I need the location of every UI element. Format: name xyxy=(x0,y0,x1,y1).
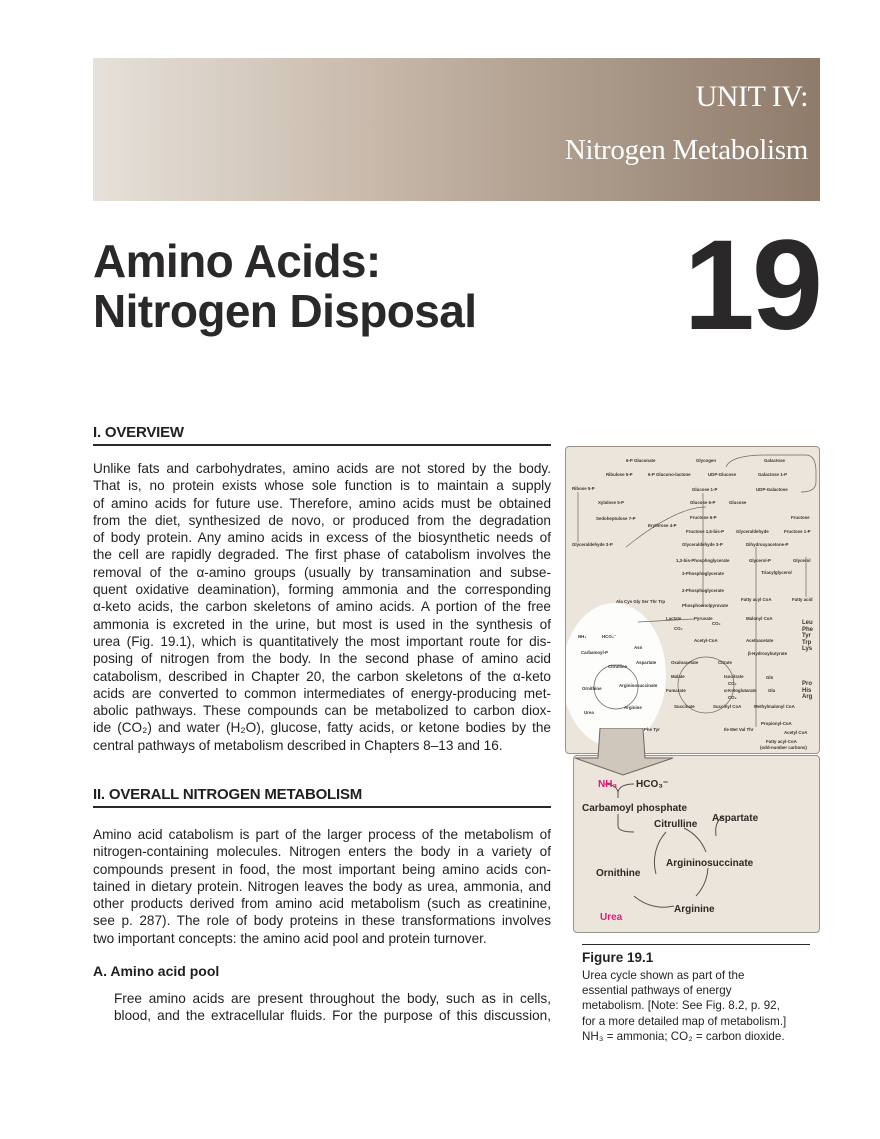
text-line: ammonia is excreted in the urine, but most is used in the synthesis of xyxy=(93,616,551,632)
map-label: Sedoheptulose 7-P xyxy=(596,516,636,521)
map-label: Pyruvate xyxy=(694,616,713,621)
map-label: 6-P Gluconate xyxy=(626,458,656,463)
text-line: the cell are rapidly degraded. The first phase of catabolism involves the xyxy=(93,547,551,563)
text-line: α-keto acids, the carbon skeletons of amino acids. A portion of the free xyxy=(93,599,551,615)
map-label: Malonyl CoA xyxy=(746,616,773,621)
chapter-title-line2: Nitrogen Disposal xyxy=(93,285,477,337)
map-label: UDP-Glucose xyxy=(708,472,737,477)
text-line: posing of nitrogen from the body. In the second phase of amino acid xyxy=(93,651,551,667)
map-label: Acetyl CoA xyxy=(784,730,808,735)
arginine-label: Arginine xyxy=(674,904,715,915)
map-label: Carbamoyl-P xyxy=(581,650,609,655)
map-label: Glycerol xyxy=(793,558,811,563)
map-label: Acetoacetate xyxy=(746,638,774,643)
map-label: Aspartate xyxy=(636,660,657,665)
text-line: other products derived from amino acid metabolism (such as creatinine, xyxy=(93,896,551,912)
caption-rule xyxy=(582,944,810,945)
map-label-glutamate-family-amino-acids: Pro His Arg xyxy=(802,681,813,701)
caption-line: NH₃ = ammonia; CO₂ = carbon dioxide. xyxy=(582,1029,785,1043)
map-label: (odd-number carbons) xyxy=(760,745,807,750)
text-line: Amino acid catabolism is part of the larger process of the metabolism of xyxy=(93,827,551,842)
map-label: α-Ketoglutarate xyxy=(724,688,757,693)
unit-banner xyxy=(93,58,820,201)
map-label: Phe Tyr xyxy=(644,727,660,732)
argininosuccinate-label: Argininosuccinate xyxy=(666,858,754,869)
map-label: Fatty acyl-CoA xyxy=(766,739,797,744)
map-label: Ribose 5-P xyxy=(572,486,595,491)
map-label: Ribulose 5-P xyxy=(606,472,633,477)
map-label: Triacylglycerol xyxy=(761,570,792,575)
map-label: Argininosuccinate xyxy=(619,683,658,688)
amino-acid-pool-paragraph xyxy=(114,990,551,1025)
text-line: ide (CO₂) and water (H₂O), glucose, fatty acids, or ketone bodies by the xyxy=(93,720,551,736)
text-line: tained in dietary protein. Nitrogen leaves the body as urea, ammonia, and xyxy=(93,878,551,894)
text-line: see p. 287). The role of body proteins in these transformations involves xyxy=(93,913,551,929)
map-label: Lactate xyxy=(666,616,682,621)
map-label: Fatty acid xyxy=(792,597,813,602)
text-line: Unlike fats and carbohydrates, amino acids are not stored by the body. xyxy=(93,461,551,476)
map-label: CO₂ xyxy=(728,695,737,700)
urea-label: Urea xyxy=(600,912,623,923)
map-label: Fructose xyxy=(791,515,810,520)
text-line: blood, and the extracellular fluids. For the purpose of this discussion, xyxy=(114,1008,551,1024)
map-label: Succinyl CoA xyxy=(713,704,742,709)
aspartate-label: Aspartate xyxy=(712,813,759,824)
section-heading-nitrogen-metabolism: II. OVERALL NITROGEN METABOLISM xyxy=(93,786,551,808)
map-label-ketogenic-amino-acids: Leu Phe Tyr Trp Lys xyxy=(802,620,814,653)
map-label: Galactose 1-P xyxy=(758,472,788,477)
metabolic-map-figure xyxy=(565,446,820,754)
map-label: Glyceraldehyde xyxy=(736,529,769,534)
map-label: Galactose xyxy=(764,458,785,463)
ornithine-label: Ornithine xyxy=(596,868,641,879)
map-label: Ornithine xyxy=(582,686,602,691)
caption-line: for a more detailed map of metabolism.] xyxy=(582,1014,787,1028)
text-line: two important concepts: the amino acid pool and protein turnover. xyxy=(93,930,487,946)
text-line: central pathways of metabolism described in Chapters 8–13 and 16. xyxy=(93,737,503,753)
map-label: Gln xyxy=(766,675,774,680)
map-label: Isocitrate xyxy=(724,674,744,679)
map-label: Glycogen xyxy=(696,458,717,463)
map-label: 6-P Glucono-lactone xyxy=(648,472,691,477)
map-label: Glucose 6-P xyxy=(690,500,716,505)
map-label: β-Hydroxybutyrate xyxy=(748,651,788,656)
text-line: of amino acids for future use. Therefore, amino acids must be obtained xyxy=(93,495,551,511)
map-label: Dihydroxyacetone-P xyxy=(746,542,789,547)
zoom-arrow-icon xyxy=(570,728,680,778)
chapter-title xyxy=(93,236,476,336)
map-label: HCO₃⁻ xyxy=(602,634,617,639)
text-line: from the diet, synthesized de novo, or produced from the degradation xyxy=(93,512,551,528)
map-label: NH₃ xyxy=(578,634,587,639)
map-label: Oxaloacetate xyxy=(671,660,699,665)
map-label: Ile Met Val Thr xyxy=(724,727,754,732)
text-line: of body protein. Any amino acids in excess of the biosynthetic needs of xyxy=(93,530,551,546)
text-line: nitrogen-containing molecules. Nitrogen enters the body in a variety of xyxy=(93,844,551,860)
map-label: Fructose 1-P xyxy=(784,529,811,534)
caption-line: metabolism. [Note: See Fig. 8.2, p. 92, xyxy=(582,999,780,1013)
nh3-label: NH₃ xyxy=(598,779,618,790)
nitrogen-metabolism-paragraph xyxy=(93,826,551,947)
map-label: Citrate xyxy=(718,660,732,665)
map-label: Glycerol-P xyxy=(749,558,771,563)
caption-line: essential pathways of energy xyxy=(582,984,732,998)
subsection-heading-amino-acid-pool: A. Amino acid pool xyxy=(93,963,220,979)
unit-subtitle: Nitrogen Metabolism xyxy=(564,134,808,166)
figure-caption-title: Figure 19.1 xyxy=(582,950,654,965)
map-label: Fructose 6-P xyxy=(690,515,717,520)
map-label: Glu xyxy=(768,688,776,693)
text-line: Free amino acids are present throughout the body, such as in cells, xyxy=(114,991,551,1006)
map-label: CO₂ xyxy=(728,681,737,686)
map-label: Glucose xyxy=(729,500,747,505)
text-line: That is, no protein exists whose sole function is to maintain a supply xyxy=(93,478,551,494)
map-label: Methylmalonyl CoA xyxy=(754,704,795,709)
map-label: Succinate xyxy=(674,704,695,709)
map-label: CO₂ xyxy=(712,621,721,626)
map-label: Phosphoenolpyruvate xyxy=(682,603,729,608)
map-label: Fumarate xyxy=(666,688,686,693)
caption-line: Urea cycle shown as part of the xyxy=(582,969,745,982)
map-label: Acetyl-CoA xyxy=(694,638,718,643)
map-label: Citrulline xyxy=(608,664,628,669)
text-line: quent oxidative deamination), forming ammonia and the corresponding xyxy=(93,582,551,598)
overview-paragraph xyxy=(93,460,551,754)
map-label: Asn xyxy=(634,645,643,650)
map-label: Propionyl-CoA xyxy=(761,721,792,726)
map-label: Xylulose 5-P xyxy=(598,500,625,505)
map-label: Glucose 1-P xyxy=(692,487,718,492)
hco3-label: HCO₃⁻ xyxy=(636,779,669,790)
map-label: CO₂ xyxy=(674,626,683,631)
map-label: Arginine xyxy=(624,705,642,710)
map-label: Fructose 1,6-bis-P xyxy=(686,529,725,534)
chapter-number: 19 xyxy=(683,214,820,357)
map-label: 2-Phosphoglycerate xyxy=(682,588,724,593)
map-label: Erythrose 4-P xyxy=(648,523,677,528)
metabolic-map xyxy=(566,447,819,753)
text-line: acids are converted to common intermediates of energy-producing met- xyxy=(93,685,551,701)
urea-cycle-figure xyxy=(573,755,820,933)
map-label: Urea xyxy=(584,710,594,715)
unit-label: UNIT IV: xyxy=(695,80,808,113)
text-line: removal of the α-amino groups (usually by transamination and subse- xyxy=(93,564,551,580)
urea-cycle-diagram xyxy=(574,756,819,932)
map-label: Malate xyxy=(671,674,685,679)
text-line: abolic pathways. These compounds can be metabolized to carbon diox- xyxy=(93,703,551,719)
text-line: catabolism, described in Chapter 20, the carbon skeletons of the α-keto xyxy=(93,668,551,684)
section-heading-overview: I. OVERVIEW xyxy=(93,424,551,446)
map-label: Glyceraldehyde 3-P xyxy=(572,542,613,547)
map-label: Fatty acyl CoA xyxy=(741,597,772,602)
map-label: 3-Phosphoglycerate xyxy=(682,571,724,576)
figure-caption xyxy=(582,968,817,1044)
carbamoyl-phosphate-label: Carbamoyl phosphate xyxy=(582,803,688,814)
map-label: Glyceraldehyde 3-P xyxy=(682,542,723,547)
map-label: Ala Cys Gly Ser Thr Trp xyxy=(616,599,666,604)
chapter-title-line1: Amino Acids: xyxy=(93,235,381,287)
text-line: urea (Fig. 19.1), which is quantitatively the most important route for dis- xyxy=(93,633,551,649)
citrulline-label: Citrulline xyxy=(654,819,698,830)
text-line: compounds present in food, the most important being amino acids con- xyxy=(93,861,551,877)
map-label: 1,3-bis-Phosphoglycerate xyxy=(676,558,730,563)
map-label: UDP-Galactose xyxy=(756,487,788,492)
